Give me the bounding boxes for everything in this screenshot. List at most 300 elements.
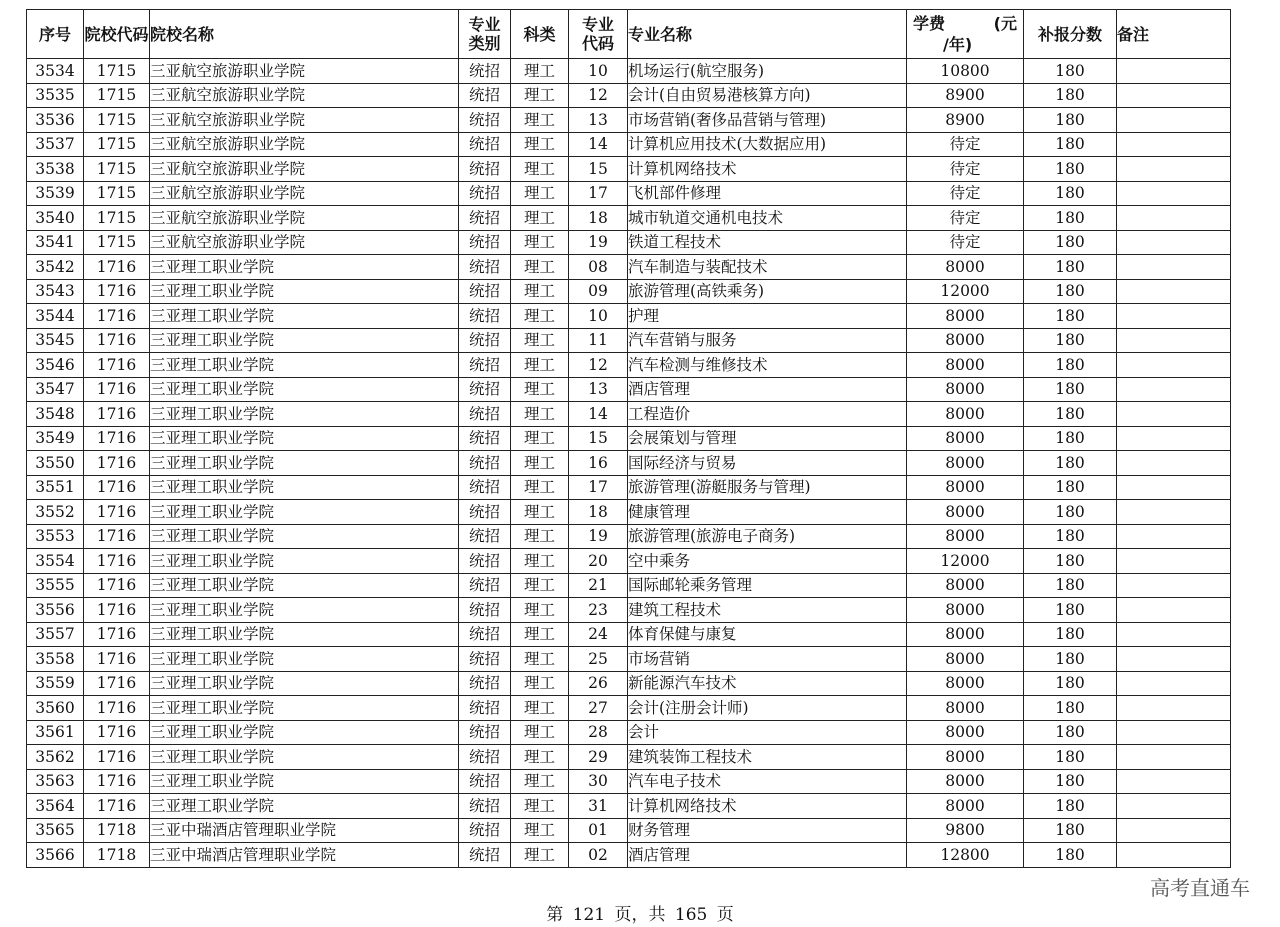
cell-school-name: 三亚航空旅游职业学院 bbox=[150, 181, 459, 206]
cell-major-type: 统招 bbox=[459, 818, 511, 843]
cell-school-name: 三亚理工职业学院 bbox=[150, 769, 459, 794]
cell-school-code: 1716 bbox=[84, 794, 150, 819]
cell-major-type: 统招 bbox=[459, 279, 511, 304]
cell-major-name: 计算机应用技术(大数据应用) bbox=[628, 132, 907, 157]
cell-major-type: 统招 bbox=[459, 622, 511, 647]
table-row bbox=[27, 230, 1231, 255]
table-row bbox=[27, 745, 1231, 770]
cell-major-code: 17 bbox=[569, 181, 628, 206]
table-header-row bbox=[27, 10, 1231, 59]
cell-category: 理工 bbox=[511, 83, 569, 108]
table-row bbox=[27, 181, 1231, 206]
cell-remark bbox=[1117, 647, 1231, 672]
cell-fee: 待定 bbox=[907, 132, 1024, 157]
cell-major-name: 城市轨道交通机电技术 bbox=[628, 206, 907, 231]
cell-score: 180 bbox=[1024, 230, 1117, 255]
cell-category: 理工 bbox=[511, 598, 569, 623]
cell-seq: 3543 bbox=[27, 279, 84, 304]
cell-major-name: 建筑工程技术 bbox=[628, 598, 907, 623]
cell-category: 理工 bbox=[511, 671, 569, 696]
cell-major-code: 12 bbox=[569, 353, 628, 378]
cell-remark bbox=[1117, 132, 1231, 157]
cell-score: 180 bbox=[1024, 573, 1117, 598]
cell-school-name: 三亚航空旅游职业学院 bbox=[150, 132, 459, 157]
cell-school-code: 1716 bbox=[84, 328, 150, 353]
cell-school-name: 三亚航空旅游职业学院 bbox=[150, 59, 459, 84]
cell-school-name: 三亚理工职业学院 bbox=[150, 598, 459, 623]
cell-school-name: 三亚理工职业学院 bbox=[150, 696, 459, 721]
cell-school-name: 三亚理工职业学院 bbox=[150, 255, 459, 280]
cell-seq: 3551 bbox=[27, 475, 84, 500]
cell-major-type: 统招 bbox=[459, 696, 511, 721]
table-row bbox=[27, 598, 1231, 623]
cell-score: 180 bbox=[1024, 83, 1117, 108]
cell-category: 理工 bbox=[511, 402, 569, 427]
cell-score: 180 bbox=[1024, 132, 1117, 157]
cell-seq: 3539 bbox=[27, 181, 84, 206]
cell-seq: 3555 bbox=[27, 573, 84, 598]
cell-major-name: 机场运行(航空服务) bbox=[628, 59, 907, 84]
cell-score: 180 bbox=[1024, 745, 1117, 770]
cell-major-type: 统招 bbox=[459, 549, 511, 574]
cell-major-code: 18 bbox=[569, 500, 628, 525]
cell-school-code: 1716 bbox=[84, 451, 150, 476]
cell-major-name: 计算机网络技术 bbox=[628, 794, 907, 819]
cell-school-code: 1715 bbox=[84, 181, 150, 206]
cell-school-name: 三亚理工职业学院 bbox=[150, 720, 459, 745]
cell-remark bbox=[1117, 573, 1231, 598]
cell-major-code: 10 bbox=[569, 304, 628, 329]
table-row bbox=[27, 108, 1231, 133]
cell-school-name: 三亚理工职业学院 bbox=[150, 304, 459, 329]
table-row bbox=[27, 426, 1231, 451]
cell-remark bbox=[1117, 818, 1231, 843]
cell-school-name: 三亚理工职业学院 bbox=[150, 622, 459, 647]
cell-major-type: 统招 bbox=[459, 598, 511, 623]
table-row bbox=[27, 83, 1231, 108]
cell-fee: 8000 bbox=[907, 451, 1024, 476]
cell-seq: 3554 bbox=[27, 549, 84, 574]
cell-fee: 10800 bbox=[907, 59, 1024, 84]
table-row bbox=[27, 157, 1231, 182]
cell-category: 理工 bbox=[511, 181, 569, 206]
cell-fee: 8000 bbox=[907, 573, 1024, 598]
table-row bbox=[27, 353, 1231, 378]
header-category: 科类 bbox=[511, 10, 569, 59]
cell-major-type: 统招 bbox=[459, 647, 511, 672]
cell-score: 180 bbox=[1024, 255, 1117, 280]
cell-major-code: 12 bbox=[569, 83, 628, 108]
cell-major-type: 统招 bbox=[459, 671, 511, 696]
cell-fee: 8000 bbox=[907, 426, 1024, 451]
cell-major-name: 会计(自由贸易港核算方向) bbox=[628, 83, 907, 108]
cell-school-code: 1716 bbox=[84, 279, 150, 304]
cell-fee: 8000 bbox=[907, 500, 1024, 525]
cell-seq: 3536 bbox=[27, 108, 84, 133]
cell-remark bbox=[1117, 671, 1231, 696]
cell-category: 理工 bbox=[511, 59, 569, 84]
cell-fee: 12800 bbox=[907, 843, 1024, 868]
cell-score: 180 bbox=[1024, 696, 1117, 721]
cell-major-name: 市场营销 bbox=[628, 647, 907, 672]
cell-remark bbox=[1117, 279, 1231, 304]
cell-category: 理工 bbox=[511, 157, 569, 182]
cell-major-type: 统招 bbox=[459, 402, 511, 427]
cell-category: 理工 bbox=[511, 108, 569, 133]
table-row bbox=[27, 818, 1231, 843]
cell-major-type: 统招 bbox=[459, 255, 511, 280]
cell-major-code: 02 bbox=[569, 843, 628, 868]
cell-fee: 待定 bbox=[907, 157, 1024, 182]
cell-major-code: 28 bbox=[569, 720, 628, 745]
cell-major-name: 体育保健与康复 bbox=[628, 622, 907, 647]
table-row bbox=[27, 206, 1231, 231]
cell-score: 180 bbox=[1024, 328, 1117, 353]
header-score: 补报分数 bbox=[1024, 10, 1117, 59]
cell-score: 180 bbox=[1024, 451, 1117, 476]
cell-major-type: 统招 bbox=[459, 573, 511, 598]
cell-category: 理工 bbox=[511, 622, 569, 647]
cell-category: 理工 bbox=[511, 818, 569, 843]
cell-seq: 3545 bbox=[27, 328, 84, 353]
header-school-code: 院校代码 bbox=[84, 10, 150, 59]
cell-category: 理工 bbox=[511, 377, 569, 402]
cell-school-name: 三亚理工职业学院 bbox=[150, 794, 459, 819]
cell-fee: 8000 bbox=[907, 328, 1024, 353]
table-row bbox=[27, 451, 1231, 476]
cell-school-code: 1716 bbox=[84, 353, 150, 378]
cell-school-name: 三亚理工职业学院 bbox=[150, 353, 459, 378]
cell-school-name: 三亚理工职业学院 bbox=[150, 647, 459, 672]
cell-fee: 8000 bbox=[907, 353, 1024, 378]
cell-fee: 8000 bbox=[907, 745, 1024, 770]
cell-remark bbox=[1117, 451, 1231, 476]
page-total: 165 bbox=[674, 905, 708, 925]
cell-seq: 3562 bbox=[27, 745, 84, 770]
header-major-code: 专业代码 bbox=[569, 10, 628, 59]
cell-remark bbox=[1117, 426, 1231, 451]
cell-major-name: 旅游管理(旅游电子商务) bbox=[628, 524, 907, 549]
page-number: 121 bbox=[572, 905, 606, 925]
table-row bbox=[27, 573, 1231, 598]
cell-remark bbox=[1117, 745, 1231, 770]
cell-school-name: 三亚理工职业学院 bbox=[150, 500, 459, 525]
cell-major-name: 工程造价 bbox=[628, 402, 907, 427]
cell-seq: 3566 bbox=[27, 843, 84, 868]
table-row bbox=[27, 671, 1231, 696]
table-row bbox=[27, 59, 1231, 84]
cell-score: 180 bbox=[1024, 598, 1117, 623]
cell-score: 180 bbox=[1024, 157, 1117, 182]
cell-major-type: 统招 bbox=[459, 230, 511, 255]
cell-score: 180 bbox=[1024, 843, 1117, 868]
cell-category: 理工 bbox=[511, 696, 569, 721]
cell-score: 180 bbox=[1024, 622, 1117, 647]
cell-school-code: 1716 bbox=[84, 304, 150, 329]
cell-major-code: 11 bbox=[569, 328, 628, 353]
header-school-name: 院校名称 bbox=[150, 10, 459, 59]
cell-school-code: 1716 bbox=[84, 769, 150, 794]
cell-major-name: 新能源汽车技术 bbox=[628, 671, 907, 696]
cell-fee: 待定 bbox=[907, 230, 1024, 255]
cell-score: 180 bbox=[1024, 353, 1117, 378]
cell-school-name: 三亚航空旅游职业学院 bbox=[150, 83, 459, 108]
cell-major-name: 汽车制造与装配技术 bbox=[628, 255, 907, 280]
cell-major-code: 26 bbox=[569, 671, 628, 696]
cell-seq: 3564 bbox=[27, 794, 84, 819]
cell-major-type: 统招 bbox=[459, 720, 511, 745]
cell-major-type: 统招 bbox=[459, 843, 511, 868]
cell-major-code: 21 bbox=[569, 573, 628, 598]
cell-remark bbox=[1117, 549, 1231, 574]
cell-fee: 8000 bbox=[907, 671, 1024, 696]
table-row bbox=[27, 524, 1231, 549]
cell-school-code: 1716 bbox=[84, 500, 150, 525]
cell-major-code: 10 bbox=[569, 59, 628, 84]
cell-score: 180 bbox=[1024, 206, 1117, 231]
table-row bbox=[27, 475, 1231, 500]
header-fee-unit-a: (元 bbox=[993, 14, 1017, 33]
cell-remark bbox=[1117, 769, 1231, 794]
cell-score: 180 bbox=[1024, 549, 1117, 574]
cell-fee: 8000 bbox=[907, 598, 1024, 623]
header-fee bbox=[907, 10, 1024, 59]
page-footer bbox=[0, 900, 1280, 925]
cell-seq: 3537 bbox=[27, 132, 84, 157]
cell-major-type: 统招 bbox=[459, 206, 511, 231]
cell-school-code: 1715 bbox=[84, 157, 150, 182]
cell-school-name: 三亚航空旅游职业学院 bbox=[150, 157, 459, 182]
cell-seq: 3559 bbox=[27, 671, 84, 696]
cell-major-code: 15 bbox=[569, 426, 628, 451]
cell-remark bbox=[1117, 83, 1231, 108]
cell-category: 理工 bbox=[511, 353, 569, 378]
cell-school-code: 1715 bbox=[84, 132, 150, 157]
table-row bbox=[27, 304, 1231, 329]
table-row bbox=[27, 328, 1231, 353]
table-row bbox=[27, 500, 1231, 525]
cell-category: 理工 bbox=[511, 426, 569, 451]
cell-major-type: 统招 bbox=[459, 475, 511, 500]
cell-remark bbox=[1117, 475, 1231, 500]
cell-remark bbox=[1117, 696, 1231, 721]
cell-school-code: 1715 bbox=[84, 83, 150, 108]
cell-fee: 待定 bbox=[907, 206, 1024, 231]
table-row bbox=[27, 720, 1231, 745]
cell-seq: 3549 bbox=[27, 426, 84, 451]
cell-remark bbox=[1117, 157, 1231, 182]
cell-fee: 8000 bbox=[907, 647, 1024, 672]
cell-remark bbox=[1117, 206, 1231, 231]
cell-school-code: 1716 bbox=[84, 377, 150, 402]
cell-category: 理工 bbox=[511, 549, 569, 574]
table-row bbox=[27, 402, 1231, 427]
brand-watermark: 高考直通车 bbox=[1150, 876, 1250, 900]
cell-seq: 3540 bbox=[27, 206, 84, 231]
table-row bbox=[27, 769, 1231, 794]
cell-school-name: 三亚航空旅游职业学院 bbox=[150, 108, 459, 133]
cell-school-name: 三亚航空旅游职业学院 bbox=[150, 230, 459, 255]
cell-major-code: 13 bbox=[569, 377, 628, 402]
cell-school-name: 三亚理工职业学院 bbox=[150, 402, 459, 427]
cell-school-code: 1715 bbox=[84, 230, 150, 255]
cell-school-code: 1716 bbox=[84, 671, 150, 696]
cell-fee: 8000 bbox=[907, 794, 1024, 819]
cell-school-code: 1716 bbox=[84, 598, 150, 623]
cell-major-code: 20 bbox=[569, 549, 628, 574]
cell-major-type: 统招 bbox=[459, 132, 511, 157]
cell-school-code: 1716 bbox=[84, 647, 150, 672]
cell-school-name: 三亚理工职业学院 bbox=[150, 745, 459, 770]
cell-major-type: 统招 bbox=[459, 181, 511, 206]
cell-school-code: 1716 bbox=[84, 426, 150, 451]
cell-fee: 8900 bbox=[907, 83, 1024, 108]
cell-major-name: 会计(注册会计师) bbox=[628, 696, 907, 721]
cell-major-code: 14 bbox=[569, 132, 628, 157]
cell-remark bbox=[1117, 500, 1231, 525]
cell-major-code: 14 bbox=[569, 402, 628, 427]
cell-school-name: 三亚理工职业学院 bbox=[150, 279, 459, 304]
cell-category: 理工 bbox=[511, 745, 569, 770]
cell-remark bbox=[1117, 843, 1231, 868]
cell-score: 180 bbox=[1024, 475, 1117, 500]
cell-category: 理工 bbox=[511, 769, 569, 794]
cell-seq: 3553 bbox=[27, 524, 84, 549]
cell-major-name: 健康管理 bbox=[628, 500, 907, 525]
cell-seq: 3556 bbox=[27, 598, 84, 623]
cell-seq: 3560 bbox=[27, 696, 84, 721]
cell-major-code: 31 bbox=[569, 794, 628, 819]
cell-seq: 3535 bbox=[27, 83, 84, 108]
cell-major-name: 汽车电子技术 bbox=[628, 769, 907, 794]
cell-score: 180 bbox=[1024, 524, 1117, 549]
header-major-type: 专业类别 bbox=[459, 10, 511, 59]
cell-category: 理工 bbox=[511, 230, 569, 255]
cell-fee: 8000 bbox=[907, 377, 1024, 402]
cell-fee: 8000 bbox=[907, 622, 1024, 647]
cell-category: 理工 bbox=[511, 304, 569, 329]
cell-remark bbox=[1117, 108, 1231, 133]
cell-score: 180 bbox=[1024, 377, 1117, 402]
cell-remark bbox=[1117, 181, 1231, 206]
table-body bbox=[27, 59, 1231, 868]
cell-major-type: 统招 bbox=[459, 353, 511, 378]
cell-fee: 8000 bbox=[907, 402, 1024, 427]
header-seq: 序号 bbox=[27, 10, 84, 59]
cell-major-type: 统招 bbox=[459, 157, 511, 182]
cell-school-code: 1716 bbox=[84, 573, 150, 598]
cell-major-name: 护理 bbox=[628, 304, 907, 329]
cell-seq: 3550 bbox=[27, 451, 84, 476]
cell-seq: 3558 bbox=[27, 647, 84, 672]
cell-major-name: 计算机网络技术 bbox=[628, 157, 907, 182]
cell-score: 180 bbox=[1024, 59, 1117, 84]
cell-category: 理工 bbox=[511, 451, 569, 476]
cell-category: 理工 bbox=[511, 843, 569, 868]
cell-seq: 3547 bbox=[27, 377, 84, 402]
cell-score: 180 bbox=[1024, 671, 1117, 696]
table-row bbox=[27, 647, 1231, 672]
cell-seq: 3557 bbox=[27, 622, 84, 647]
cell-major-name: 市场营销(奢侈品营销与管理) bbox=[628, 108, 907, 133]
cell-major-code: 29 bbox=[569, 745, 628, 770]
cell-school-code: 1715 bbox=[84, 206, 150, 231]
cell-major-code: 27 bbox=[569, 696, 628, 721]
cell-school-code: 1718 bbox=[84, 818, 150, 843]
cell-school-code: 1715 bbox=[84, 108, 150, 133]
table-row bbox=[27, 794, 1231, 819]
cell-category: 理工 bbox=[511, 647, 569, 672]
header-fee-unit-b: /年) bbox=[943, 35, 973, 54]
cell-school-name: 三亚航空旅游职业学院 bbox=[150, 206, 459, 231]
cell-score: 180 bbox=[1024, 500, 1117, 525]
table-row bbox=[27, 132, 1231, 157]
page-prefix: 第 bbox=[546, 905, 564, 925]
cell-major-code: 16 bbox=[569, 451, 628, 476]
cell-school-code: 1716 bbox=[84, 745, 150, 770]
cell-category: 理工 bbox=[511, 328, 569, 353]
cell-fee: 12000 bbox=[907, 279, 1024, 304]
cell-fee: 8900 bbox=[907, 108, 1024, 133]
cell-school-code: 1716 bbox=[84, 402, 150, 427]
cell-score: 180 bbox=[1024, 794, 1117, 819]
cell-remark bbox=[1117, 353, 1231, 378]
header-fee-label: 学费 bbox=[913, 14, 946, 33]
header-major-name: 专业名称 bbox=[628, 10, 907, 59]
cell-major-type: 统招 bbox=[459, 108, 511, 133]
cell-school-code: 1715 bbox=[84, 59, 150, 84]
table-row bbox=[27, 696, 1231, 721]
cell-major-name: 铁道工程技术 bbox=[628, 230, 907, 255]
cell-category: 理工 bbox=[511, 720, 569, 745]
page-middle: 页，共 bbox=[614, 905, 666, 925]
cell-major-name: 飞机部件修理 bbox=[628, 181, 907, 206]
cell-major-code: 13 bbox=[569, 108, 628, 133]
cell-major-type: 统招 bbox=[459, 83, 511, 108]
cell-seq: 3534 bbox=[27, 59, 84, 84]
cell-seq: 3548 bbox=[27, 402, 84, 427]
cell-category: 理工 bbox=[511, 475, 569, 500]
table-row bbox=[27, 279, 1231, 304]
cell-major-type: 统招 bbox=[459, 426, 511, 451]
cell-school-name: 三亚理工职业学院 bbox=[150, 549, 459, 574]
cell-fee: 8000 bbox=[907, 304, 1024, 329]
cell-remark bbox=[1117, 377, 1231, 402]
cell-seq: 3542 bbox=[27, 255, 84, 280]
cell-school-code: 1716 bbox=[84, 524, 150, 549]
cell-seq: 3538 bbox=[27, 157, 84, 182]
cell-major-code: 24 bbox=[569, 622, 628, 647]
cell-fee: 12000 bbox=[907, 549, 1024, 574]
cell-school-name: 三亚理工职业学院 bbox=[150, 475, 459, 500]
cell-remark bbox=[1117, 230, 1231, 255]
cell-score: 180 bbox=[1024, 426, 1117, 451]
cell-major-name: 旅游管理(高铁乘务) bbox=[628, 279, 907, 304]
cell-major-name: 酒店管理 bbox=[628, 377, 907, 402]
cell-school-code: 1716 bbox=[84, 549, 150, 574]
cell-seq: 3544 bbox=[27, 304, 84, 329]
cell-category: 理工 bbox=[511, 255, 569, 280]
cell-remark bbox=[1117, 622, 1231, 647]
cell-score: 180 bbox=[1024, 818, 1117, 843]
cell-major-code: 15 bbox=[569, 157, 628, 182]
cell-major-name: 国际经济与贸易 bbox=[628, 451, 907, 476]
page-suffix: 页 bbox=[716, 905, 734, 925]
cell-school-name: 三亚理工职业学院 bbox=[150, 426, 459, 451]
cell-category: 理工 bbox=[511, 500, 569, 525]
table-row bbox=[27, 549, 1231, 574]
cell-score: 180 bbox=[1024, 108, 1117, 133]
